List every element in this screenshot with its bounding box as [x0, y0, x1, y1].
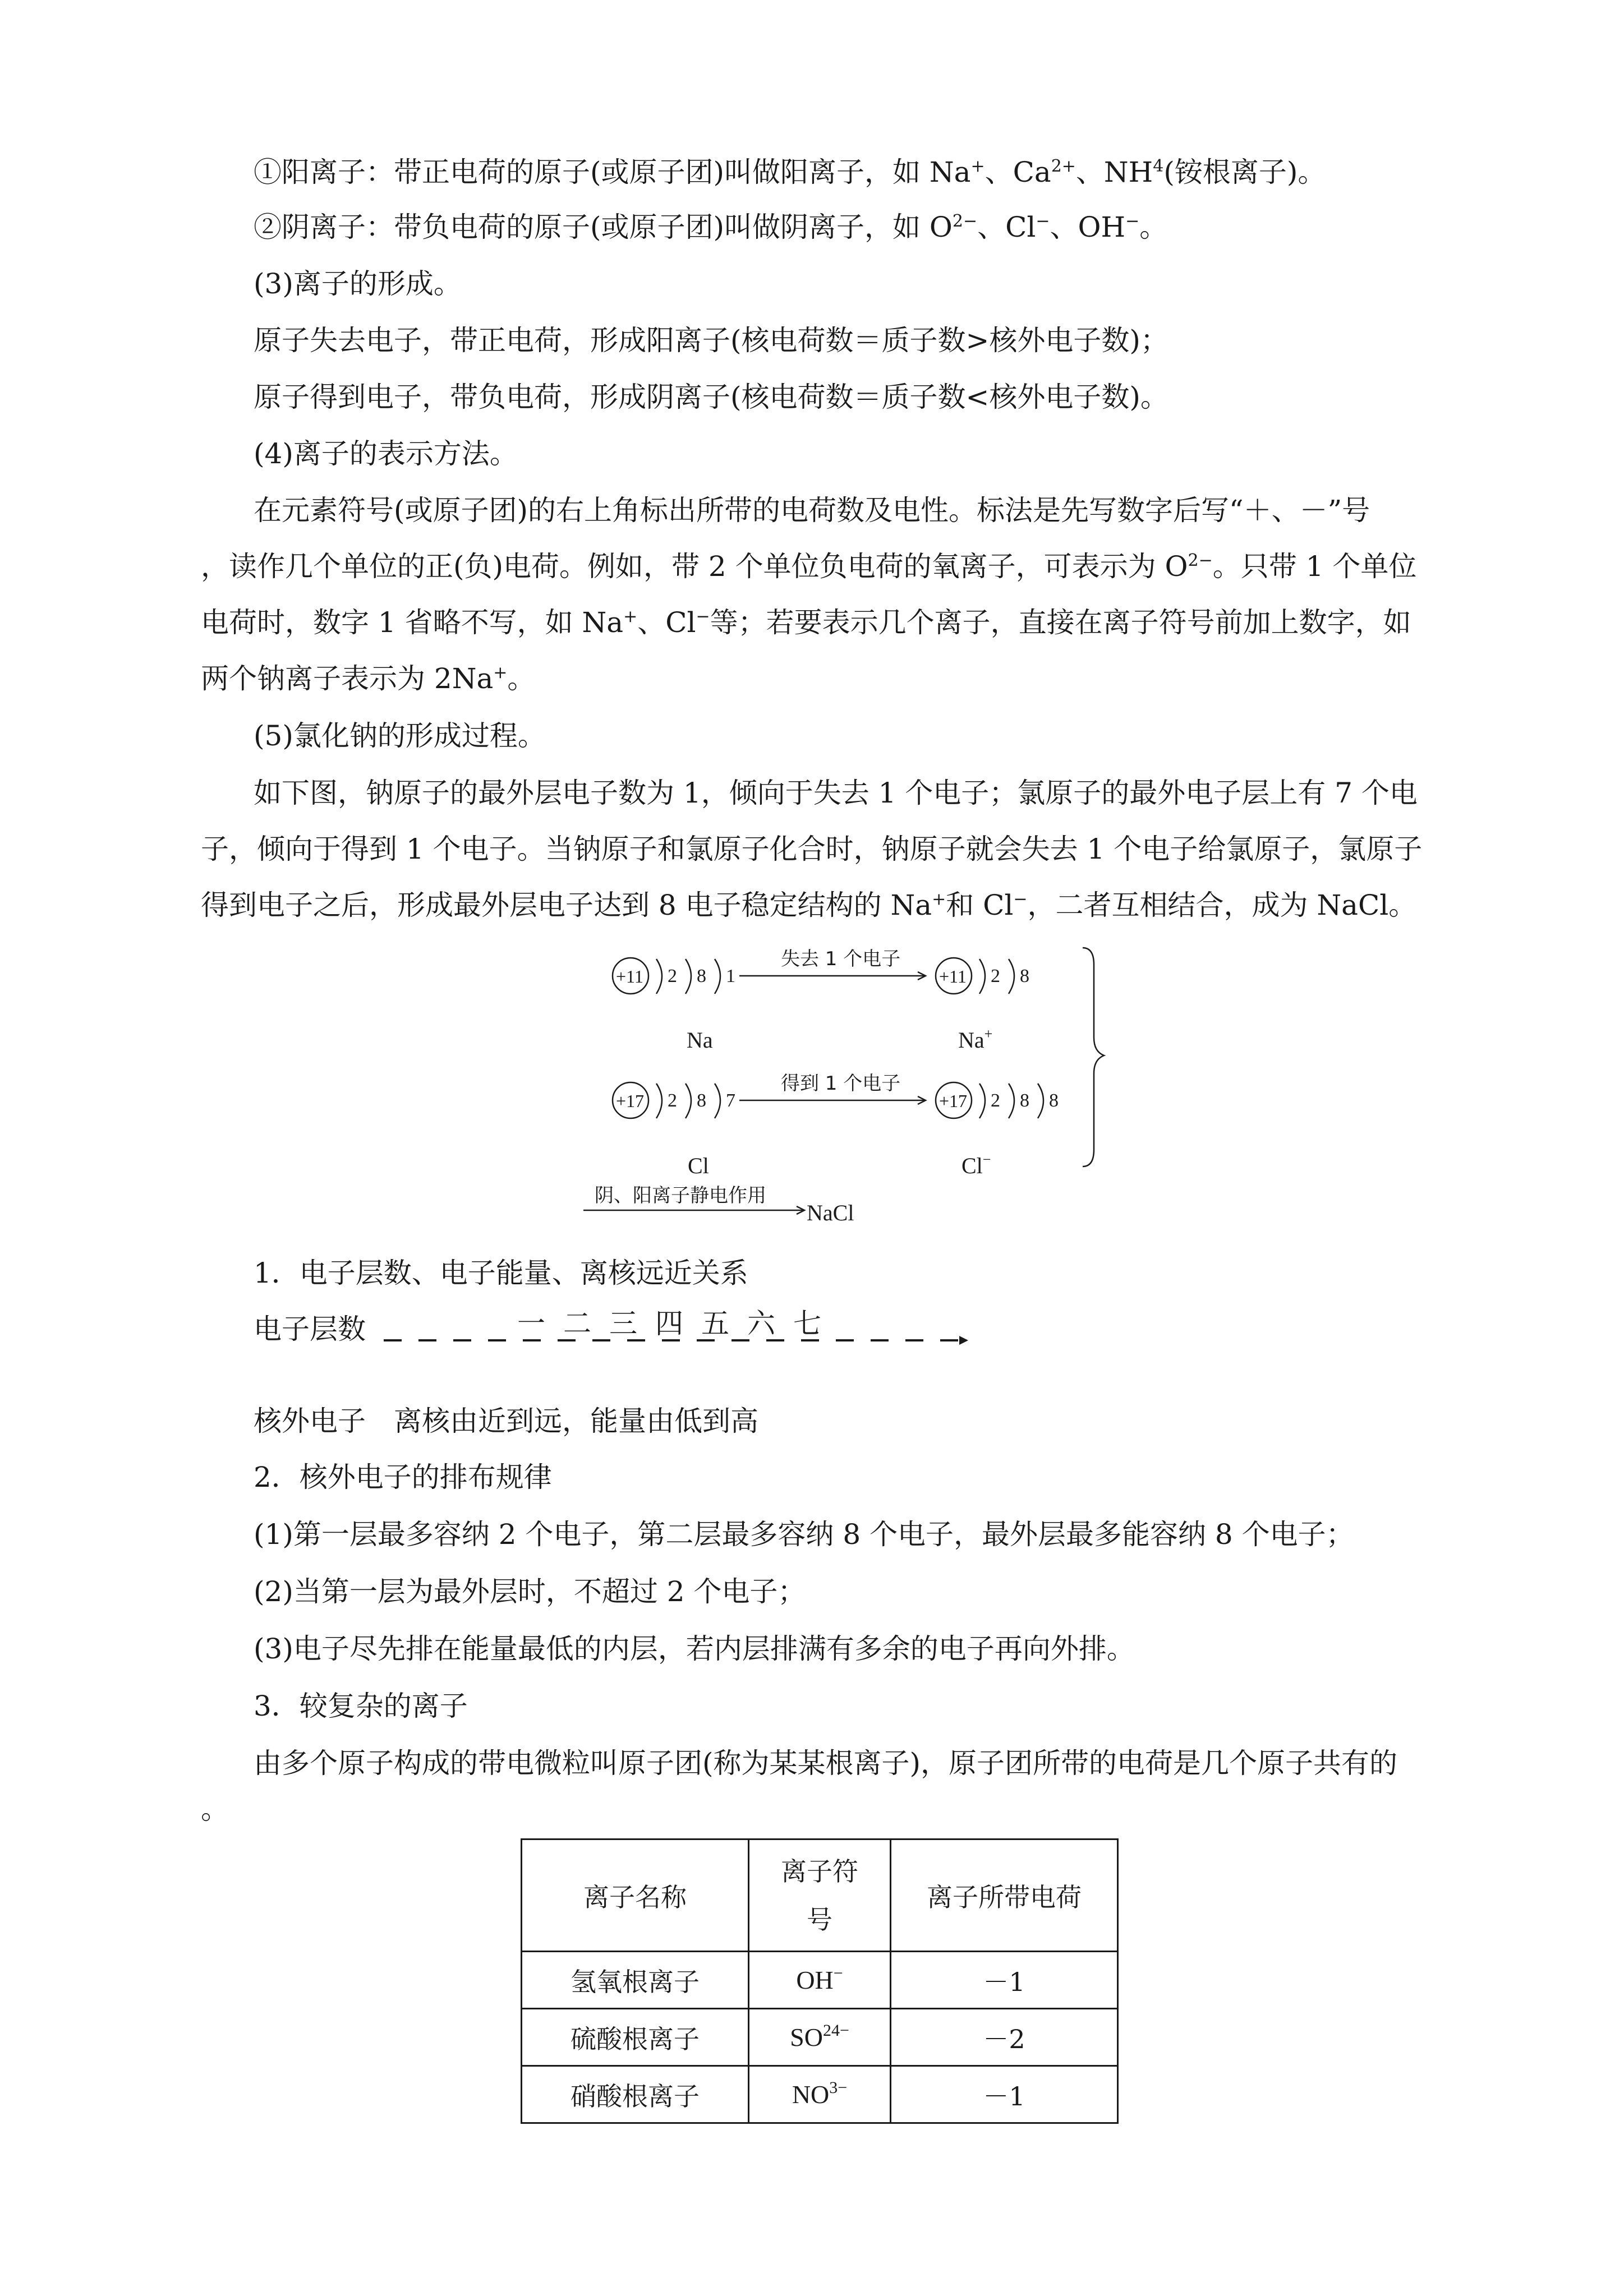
ion-label	[958, 1027, 992, 1053]
section-heading: (5)氯化钠的形成过程。	[254, 720, 546, 752]
ion-charge: 3−	[829, 2078, 848, 2097]
nacl-formation-diagram	[561, 931, 1122, 1245]
ion-name-cell: 硝酸根离子	[522, 2066, 749, 2123]
rule-item: (3)电子尽先排在能量最低的内层，若内层排满有多余的电子再向外排。	[254, 1633, 1135, 1665]
text: 、OH	[1050, 211, 1126, 243]
charge: −	[1125, 211, 1140, 231]
atom-label: Na	[687, 1027, 713, 1053]
shell-count: 2	[991, 966, 1000, 986]
header-text: 号	[807, 1904, 832, 1935]
ion-symbol: NO	[792, 2080, 830, 2109]
header-text: 离子符	[781, 1856, 858, 1887]
anion-definition	[254, 210, 1167, 244]
ion-symbol: OH	[796, 1966, 834, 1994]
ion-name-cell: 氢氧根离子	[522, 1952, 749, 2009]
electron-layer-axis	[254, 1307, 983, 1352]
layer-number: 一	[517, 1307, 545, 1340]
arrow-label: 阴、阳离子静电作用	[595, 1184, 766, 1207]
product-label: NaCl	[807, 1200, 854, 1225]
section-heading: 3．较复杂的离子	[254, 1690, 468, 1722]
ion-symbol-cell	[749, 1952, 891, 2009]
table-header-cell: 离子名称	[522, 1839, 749, 1952]
paragraph-line	[201, 888, 1416, 922]
ion-symbol: Na	[958, 1027, 984, 1053]
text: ①阳离子：带正电荷的原子(或原子团)叫做阳离子，如 Na	[254, 156, 971, 188]
charge: 2+	[1051, 156, 1076, 176]
table-row	[522, 2009, 1118, 2066]
charge: 2−	[952, 211, 978, 231]
text: 。	[507, 662, 536, 695]
text: 等；若要表示几个离子，直接在离子符号前加上数字，如	[710, 606, 1411, 639]
section-heading: (4)离子的表示方法。	[254, 437, 518, 470]
ion-charge: −	[982, 1151, 991, 1168]
rule-item: (1)第一层最多容纳 2 个电子，第二层最多容纳 8 个电子，最外层最多能容纳 8 个电子；	[254, 1518, 1354, 1551]
text: ，读作几个单位的正(负)电荷。例如，带 2 个单位负电荷的氧离子，可表示为 O	[201, 550, 1188, 583]
atom-label: Cl	[688, 1153, 709, 1178]
shell-count: 1	[726, 966, 735, 986]
paragraph-line	[201, 606, 1411, 639]
ion-charge: −	[833, 1964, 843, 1983]
paragraph-line: 如下图，钠原子的最外层电子数为 1，倾向于失去 1 个电子；氯原子的最外电子层上有 7 个电	[254, 777, 1418, 809]
ion-symbol-cell	[749, 2066, 891, 2123]
charge: +	[932, 889, 946, 909]
ion-table	[521, 1838, 1119, 2124]
table-row	[522, 1952, 1118, 2009]
paragraph-line: 由多个原子构成的带电微粒叫原子团(称为某某根离子)，原子团所带的电荷是几个原子共有的	[254, 1747, 1398, 1779]
nucleus-label: +17	[616, 1091, 645, 1111]
rule-item: (2)当第一层为最外层时，不超过 2 个电子；	[254, 1575, 806, 1608]
axis-label: 电子层数	[254, 1313, 366, 1345]
text: 。	[1139, 211, 1168, 243]
section-heading: 2．核外电子的排布规律	[254, 1461, 552, 1493]
ion-charge-cell: －1	[891, 2066, 1118, 2123]
table-header-cell	[749, 1839, 891, 1952]
cation-definition	[254, 155, 1326, 189]
shell-arc	[715, 1084, 720, 1118]
text: 。只带 1 个单位	[1212, 550, 1417, 583]
paragraph-line: 子，倾向于得到 1 个电子。当钠原子和氯原子化合时，钠原子就会失去 1 个电子给氯原子，氯原子	[201, 833, 1423, 865]
shell-arc	[656, 1084, 662, 1118]
ion-charge-cell: －2	[891, 2009, 1118, 2066]
nucleus-label: +17	[939, 1091, 968, 1111]
shell-count: 7	[726, 1090, 735, 1111]
shell-arc	[979, 959, 985, 994]
section-heading: (3)离子的形成。	[254, 268, 462, 300]
charge: −	[696, 607, 710, 626]
shell-count: 2	[668, 966, 677, 986]
paragraph-line	[201, 662, 535, 695]
ion-name-cell: 硫酸根离子	[522, 2009, 749, 2066]
text: 和 Cl	[946, 889, 1014, 921]
text: 得到电子之后，形成最外层电子达到 8 电子稳定结构的 Na	[201, 889, 932, 921]
charge: +	[970, 156, 985, 176]
text: 电荷时，数字 1 省略不写，如 Na	[201, 606, 624, 639]
text: ②阴离子：带负电荷的原子(或原子团)叫做阴离子，如 O	[254, 211, 953, 243]
text: 、Ca	[984, 156, 1051, 188]
ion-charge: +	[984, 1026, 993, 1042]
shell-count: 8	[1020, 966, 1029, 986]
text: ，二者互相结合，成为 NaCl。	[1027, 889, 1417, 921]
shell-arc	[1038, 1084, 1043, 1118]
paragraph-line	[201, 550, 1416, 583]
text: 、Cl	[637, 606, 696, 639]
shell-count: 2	[991, 1090, 1000, 1111]
arrow-head	[959, 1336, 968, 1345]
shell-arc	[656, 959, 662, 994]
ion-charge-cell: －1	[891, 1952, 1118, 2009]
charge: +	[493, 663, 508, 683]
shell-count: 8	[697, 966, 706, 986]
layer-number: 七	[793, 1307, 821, 1340]
shell-count: 8	[697, 1090, 706, 1111]
layer-number: 五	[701, 1307, 729, 1340]
shell-arc	[686, 959, 691, 994]
paragraph: 原子失去电子，带正电荷，形成阳离子(核电荷数＝质子数>核外电子数)；	[254, 324, 1168, 357]
section-heading: 1．电子层数、电子能量、离核远近关系	[254, 1257, 748, 1289]
text: 、NH	[1075, 156, 1153, 188]
paragraph-line: 在元素符号(或原子团)的右上角标出所带的电荷数及电性。标法是先写数字后写“＋、－”号	[254, 494, 1370, 527]
nucleus-label: +11	[616, 966, 643, 986]
paragraph: 核外电子 离核由近到远，能量由低到高	[254, 1405, 758, 1437]
table-header-row	[522, 1839, 1118, 1952]
shell-arc	[979, 1084, 985, 1118]
layer-number: 二	[563, 1307, 591, 1340]
charge: +	[623, 607, 638, 626]
ion-symbol: SO	[790, 2023, 823, 2051]
text: 两个钠离子表示为 2Na	[201, 662, 494, 695]
charge: 4	[1153, 156, 1164, 176]
nucleus-label: +11	[939, 966, 967, 986]
arrow-label: 得到 1 个电子	[781, 1072, 901, 1095]
charge: 2−	[1188, 551, 1213, 570]
shell-arc	[1009, 1084, 1014, 1118]
table-header-cell: 离子所带电荷	[891, 1839, 1118, 1952]
shell-count: 8	[1049, 1090, 1059, 1111]
shell-count: 8	[1020, 1090, 1029, 1111]
charge: −	[1013, 889, 1028, 909]
layer-number: 三	[609, 1307, 637, 1340]
shell-count: 2	[668, 1090, 677, 1111]
ion-charge: 24−	[822, 2021, 849, 2040]
shell-arc	[1009, 959, 1014, 994]
text: (铵根离子)。	[1163, 156, 1326, 188]
shell-arc	[715, 959, 720, 994]
paragraph-line: 。	[201, 1793, 229, 1825]
ion-label	[961, 1153, 991, 1179]
table-row	[522, 2066, 1118, 2123]
paragraph: 原子得到电子，带负电荷，形成阴离子(核电荷数＝质子数<核外电子数)。	[254, 381, 1168, 413]
text: 、Cl	[977, 211, 1036, 243]
shell-arc	[686, 1084, 691, 1118]
ion-symbol-cell	[749, 2009, 891, 2066]
ion-symbol: Cl	[961, 1153, 983, 1178]
layer-number: 四	[655, 1307, 683, 1340]
charge: −	[1036, 211, 1050, 231]
right-brace	[1083, 948, 1104, 1167]
layer-number: 六	[747, 1307, 775, 1340]
arrow-label: 失去 1 个电子	[781, 948, 901, 970]
